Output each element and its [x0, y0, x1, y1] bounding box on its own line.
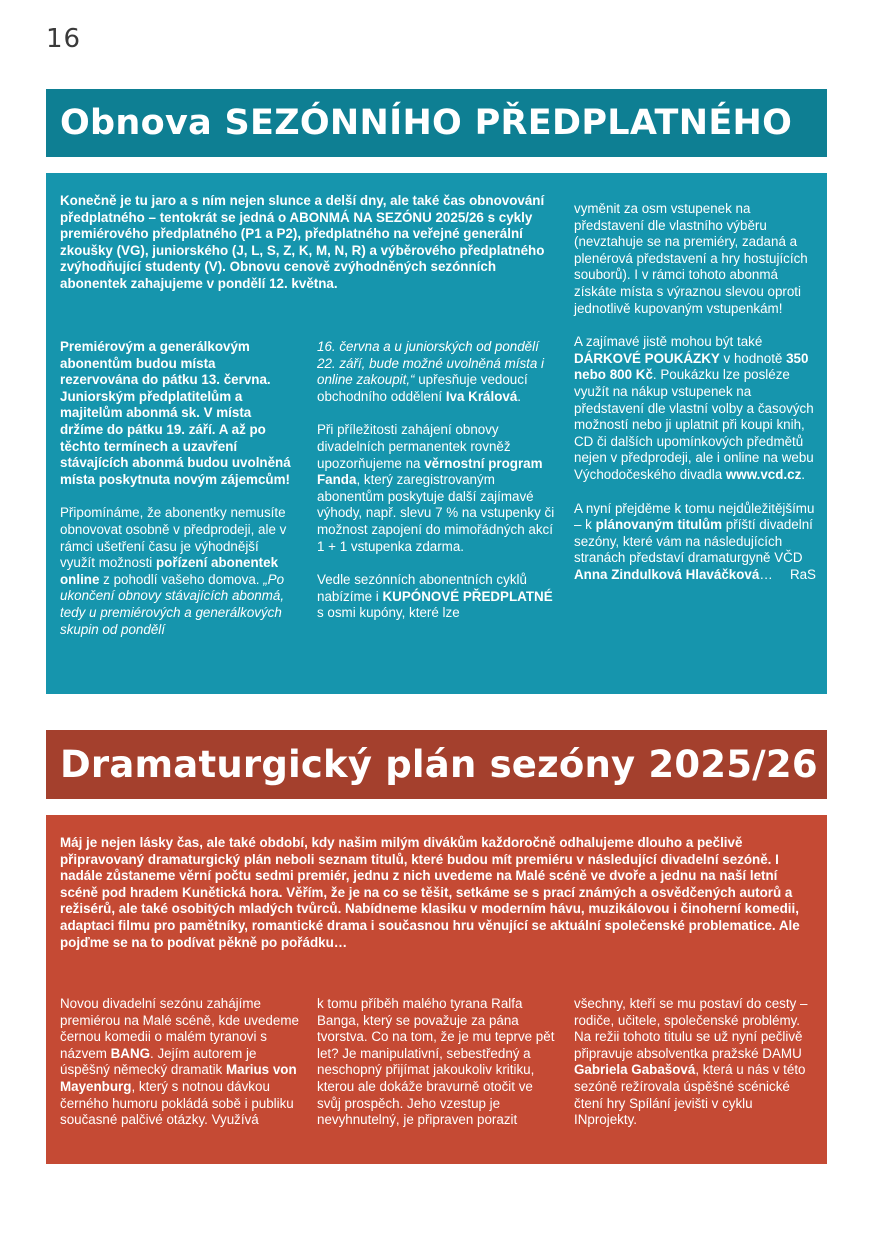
- text: …: [759, 566, 773, 582]
- text: z pohodlí vašeho domova.: [99, 571, 264, 587]
- person-name: Anna Zindulková Hlaváčková: [574, 566, 760, 582]
- dramaturgy-panel: [46, 815, 827, 1164]
- text: s osmi kupóny, které lze: [317, 605, 460, 621]
- dramaturgy-intro: Máj je nejen lásky čas, ale také období, kdy našim milým divákům každoročně odhalujeme dlouho a pečlivě připravovaný dramaturgický plán neboli seznam titulů, které budou mít premiéru v následující divadelní sezóně. I nadále zůstaneme věrní počtu sedmi premiér, jednu z nich uvedeme na Malé scéně ve dvoře a jednu na naší letní scéně pod hradem Kunětická hora. Věřím, že je na co se těšit, setkáme se s prací známých a osvědčených autorů a režisérů, ale také osobitých mladých tvůrců. Nabídneme klasiku v moderním hávu, muzikálovou i činoherní komedii, adaptaci filmu pro pamětníky, romantické drama i současnou hru věnující se aktuální společenské problematice. Ale pojďme se na to podívat pěkně po pořádku…: [60, 835, 800, 950]
- paragraph: [574, 501, 816, 584]
- play-title: BANG: [110, 1045, 151, 1061]
- section-title-dramaturgy: Dramaturgický plán sezóny 2025/26: [46, 730, 827, 799]
- price: 350 nebo 800 Kč: [574, 350, 809, 383]
- emphasis: pořízení abonentek online: [60, 555, 279, 587]
- subscription-intro: Konečně je tu jaro a s ním nejen slunce a delší dny, ale také čas obnovování předplatného – tentokrát se jedná o ABONMÁ NA SEZÓNU 2025/26 s cykly premiérového předplatného (P1 a P2), předplatného na veřejné generální zkoušky (VG), juniorského (J, L, S, Z, K, M, N, R) a výběrového předplatného zvýhodňující studenty (V). Obnovu cenově zvýhodněných sezónních abonentek zahajujeme v pondělí 12. května.: [60, 193, 545, 291]
- subscription-column-2: [317, 339, 557, 639]
- emphasis: DÁRKOVÉ POUKÁZKY: [574, 350, 720, 366]
- paragraph: [60, 505, 292, 638]
- text: , který zaregistrovaným abonentům poskytuje další zajímavé výhody, např. slevu 7 % na vstupenky či možnost zapojení do mimořádných akcí 1 + 1 vstupenka zdarma.: [317, 472, 555, 554]
- paragraph: Premiérovým a generálkovým abonentům budou místa rezervována do pátku 13. června. Juniorským předplatitelům a majitelům abonmá sk. V místa držíme do pátku 19. září. A až po těchto termínech a uzavření stávajících abonmá budou uvolněná místa poskytnuta novým zájemcům!: [60, 339, 291, 487]
- person-name: Iva Králová: [445, 388, 518, 404]
- text: v hodnotě: [719, 350, 787, 366]
- text: . Jejím autorem je úspěšný německý dramatik: [60, 1045, 257, 1078]
- subscription-panel: [46, 173, 827, 694]
- paragraph: k tomu příběh malého tyrana Ralfa Banga, který se považuje za pána tvorstva. Co na tom, že je mu teprve pět let? Je manipulativní, sebestředný a neschopný přijímat jakoukoliv kritiku, kterou ale dokáže bravurně otočit ve svůj prospěch. Jeho vzestup je nevyhnutelný, je připraven porazit: [317, 996, 555, 1128]
- emphasis: plánovaným titulům: [595, 517, 723, 533]
- text: .: [517, 388, 522, 404]
- quote: 16. června a u juniorských od pondělí 22. září, bude možné uvolněná místa i online zakoupit,“: [317, 339, 545, 388]
- text: všechny, kteří se mu postaví do cesty – rodiče, učitele, společenské problémy. Na režii tohoto titulu se už nyní pečlivě připravuje absolventka pražské DAMU: [574, 996, 808, 1061]
- paragraph: [317, 422, 557, 555]
- paragraph: [317, 339, 557, 405]
- text: , která u nás v této sezóně režírovala úspěšné scénické čtení hry Spílání jevišti v cyklu INprojekty.: [574, 1062, 806, 1128]
- text: A nyní přejděme k tomu nejdůležitějšímu – k: [574, 500, 815, 533]
- paragraph: [574, 996, 814, 1129]
- section-title-subscription: Obnova SEZÓNNÍHO PŘEDPLATNÉHO: [46, 89, 827, 157]
- dramaturgy-column-2: [317, 996, 557, 1146]
- text: , který s notnou dávkou černého humoru pokládá sobě i publiku současné palčivé otázky. Využívá: [60, 1078, 294, 1128]
- subscription-column-3: [574, 201, 816, 600]
- text: Vedle sezónních abonentních cyklů nabízíme i: [317, 572, 527, 604]
- text: .: [801, 466, 806, 482]
- text: Při příležitosti zahájení obnovy divadelních permanentek rovněž upozorňujeme na: [317, 422, 511, 471]
- text: . Poukázku lze posléze využít na nákup vstupenek na představení dle vlastní volby a časových možností nebo ji uplatnit při koupi knih, CD či dalších upomínkových předmětů nejen v předprodeji, ale i online na webu Východočeského divadla: [574, 367, 814, 482]
- text: Novou divadelní sezónu zahájíme premiérou na Malé scéně, kde uvedeme černou komedii o malém tyranovi s názvem: [60, 996, 299, 1061]
- person-name: Marius von Mayenburg: [60, 1062, 297, 1094]
- emphasis: věrnostní program Fanda: [317, 455, 543, 488]
- quote: „Po ukončení obnovy stávajících abonmá, tedy u premiérových a generálkových skupin od pondělí: [60, 571, 285, 637]
- text: Připomínáme, že abonentky nemusíte obnovovat osobně v předprodeji, ale v rámci ušetření času je výhodnější využít možnosti: [60, 505, 287, 571]
- text: příští divadelní sezóny, které vám na následujících stranách představí dramaturgyně VČD: [574, 517, 813, 566]
- paragraph: [317, 572, 557, 622]
- dramaturgy-column-1: [60, 996, 300, 1146]
- text: upřesňuje vedoucí obchodního oddělení: [317, 372, 528, 404]
- text: A zajímavé jistě mohou být také: [574, 334, 763, 350]
- emphasis: KUPÓNOVÉ PŘEDPLATNÉ: [382, 588, 553, 604]
- page-number: 16: [46, 24, 82, 54]
- person-name: Gabriela Gabašová: [574, 1062, 696, 1078]
- paragraph: [60, 996, 300, 1129]
- dramaturgy-column-3: [574, 996, 814, 1146]
- paragraph: vyměnit za osm vstupenek na představení dle vlastního výběru (nevztahuje se na premiéry, zadaná a plenérová představení a hry hostujících souborů). I v rámci tohoto abonmá získáte místa s výraznou slevou oproti jednotlivě kupovaným vstupenkám!: [574, 201, 808, 316]
- website-link[interactable]: www.vcd.cz: [725, 466, 802, 482]
- subscription-column-1: [60, 339, 292, 655]
- paragraph: [574, 334, 816, 483]
- author-signature: RaS: [789, 566, 816, 582]
